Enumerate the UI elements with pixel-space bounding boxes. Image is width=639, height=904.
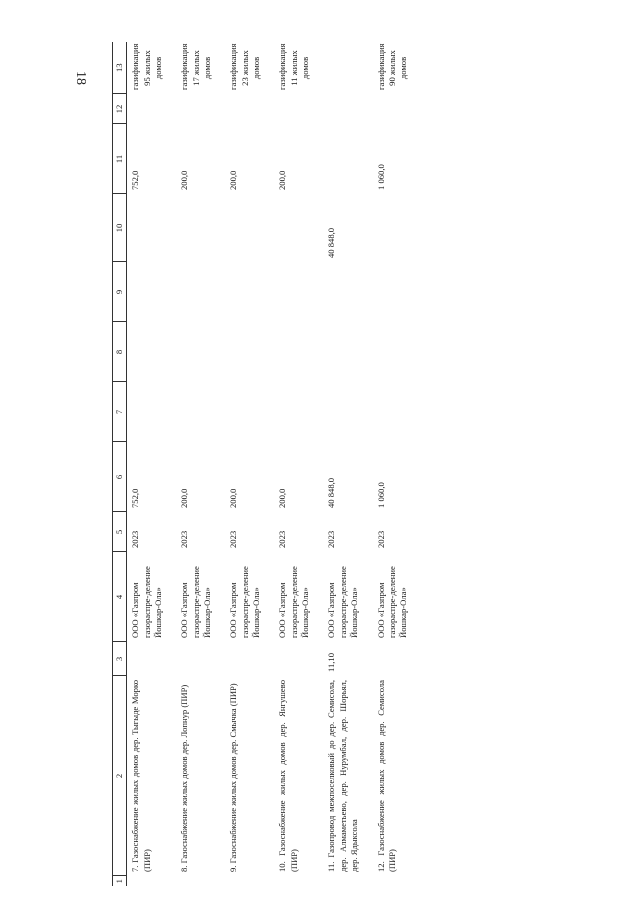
cell-col-5: 2023 <box>277 530 288 548</box>
table-row <box>216 42 265 886</box>
cell-col-13: газификация 23 жилых домов <box>228 43 262 90</box>
cell-col-2: 8. Газоснабжение жилых домов дер. Лопнур (ПИР) <box>179 684 190 872</box>
cell-col-5: 2023 <box>375 530 386 548</box>
cell-col-4: ООО «Газпром газораспре-деление Йошкар-Ола» <box>326 566 360 638</box>
column-header-12: 12 <box>113 94 127 124</box>
cell-col-11: 200,0 <box>179 170 190 190</box>
cell-col-2: 9. Газоснабжение жилых домов дер. Смычка (ПИР) <box>228 683 239 872</box>
cell-col-6: 200,0 <box>179 488 190 508</box>
table-body <box>127 42 413 886</box>
cell-col-8 <box>127 322 168 382</box>
gasification-table <box>112 42 413 886</box>
cell-col-7 <box>265 382 314 442</box>
column-header-5: 5 <box>113 512 127 552</box>
cell-col-8 <box>314 322 363 382</box>
cell-col-7 <box>127 382 168 442</box>
cell-col-13: газификация 90 жилых домов <box>375 43 409 90</box>
cell-col-9 <box>364 262 413 322</box>
column-header-2: 2 <box>113 676 127 876</box>
cell-col-6: 200,0 <box>228 488 239 508</box>
cell-col-4: ООО «Газпром газораспре-деление Йошкар-Ола» <box>375 566 409 638</box>
cell-col-5: 2023 <box>228 530 239 548</box>
cell-col-4: ООО «Газпром газораспре-деление Йошкар-Ола» <box>179 566 213 638</box>
cell-col-8 <box>216 322 265 382</box>
cell-col-12 <box>216 94 265 124</box>
cell-col-9 <box>216 262 265 322</box>
cell-col-6: 752,0 <box>130 488 141 508</box>
cell-col-2: 11. Газопровод межпоселковый до дер. Семисола, дер. Алмаметьево, дер. Нурумбал, дер. Шорьял, дер. Ядыксола <box>326 680 360 872</box>
cell-col-9 <box>167 262 216 322</box>
cell-col-5: 2023 <box>326 530 337 548</box>
cell-col-10 <box>364 194 413 262</box>
cell-col-3 <box>127 642 168 676</box>
cell-col-3 <box>167 642 216 676</box>
table-row <box>265 42 314 886</box>
cell-col-10 <box>216 194 265 262</box>
cell-col-1 <box>364 876 413 886</box>
cell-col-5: 2023 <box>130 530 141 548</box>
rotated-table-wrapper <box>112 42 492 886</box>
cell-col-7 <box>364 382 413 442</box>
cell-col-12 <box>364 94 413 124</box>
column-header-10: 10 <box>113 194 127 262</box>
cell-col-13: газификация 17 жилых домов <box>179 43 213 90</box>
cell-col-4: ООО «Газпром газораспре-деление Йошкар-Ола» <box>228 566 262 638</box>
column-header-3: 3 <box>113 642 127 676</box>
cell-col-12 <box>314 94 363 124</box>
cell-col-2: 7. Газоснабжение жилых домов дер. Тыгыде Морко (ПИР) <box>130 680 152 872</box>
column-header-8: 8 <box>113 322 127 382</box>
cell-col-3: 11,10 <box>326 652 337 672</box>
cell-col-13: газификация 95 жилых домов <box>130 43 164 90</box>
table-row <box>314 42 363 886</box>
cell-col-7 <box>167 382 216 442</box>
cell-col-6: 200,0 <box>277 488 288 508</box>
column-header-4: 4 <box>113 552 127 642</box>
cell-col-7 <box>216 382 265 442</box>
table-row <box>127 42 168 886</box>
column-header-7: 7 <box>113 382 127 442</box>
cell-col-12 <box>167 94 216 124</box>
cell-col-2: 10. Газоснабжение жилых домов дер. Янгушево (ПИР) <box>277 680 299 872</box>
cell-col-6: 40 848,0 <box>326 477 337 508</box>
cell-col-12 <box>127 94 168 124</box>
cell-col-11: 752,0 <box>130 170 141 190</box>
cell-col-10: 40 848,0 <box>326 227 337 258</box>
cell-col-9 <box>314 262 363 322</box>
cell-col-8 <box>265 322 314 382</box>
cell-col-13 <box>314 42 363 94</box>
cell-col-8 <box>364 322 413 382</box>
cell-col-10 <box>265 194 314 262</box>
cell-col-1 <box>265 876 314 886</box>
cell-col-1 <box>216 876 265 886</box>
cell-col-1 <box>314 876 363 886</box>
cell-col-1 <box>167 876 216 886</box>
table-row <box>167 42 216 886</box>
table-row <box>364 42 413 886</box>
column-header-1: 1 <box>113 876 127 886</box>
column-header-6: 6 <box>113 442 127 512</box>
cell-col-12 <box>265 94 314 124</box>
cell-col-2: 12. Газоснабжение жилых домов дер. Семисола (ПИР) <box>375 680 397 872</box>
cell-col-10 <box>167 194 216 262</box>
cell-col-3 <box>265 642 314 676</box>
cell-col-4: ООО «Газпром газораспре-деление Йошкар-Ола» <box>277 566 311 638</box>
cell-col-13: газификация 11 жилых домов <box>277 43 311 90</box>
header-row <box>113 42 127 886</box>
cell-col-8 <box>167 322 216 382</box>
column-header-9: 9 <box>113 262 127 322</box>
cell-col-11: 200,0 <box>228 170 239 190</box>
cell-col-10 <box>127 194 168 262</box>
column-header-13: 13 <box>113 42 127 94</box>
cell-col-11: 1 060,0 <box>375 164 386 190</box>
cell-col-3 <box>216 642 265 676</box>
cell-col-11: 200,0 <box>277 170 288 190</box>
page-number: 18 <box>73 71 88 85</box>
cell-col-6: 1 060,0 <box>375 482 386 508</box>
column-header-11: 11 <box>113 124 127 194</box>
cell-col-5: 2023 <box>179 530 190 548</box>
cell-col-9 <box>127 262 168 322</box>
cell-col-11 <box>314 124 363 194</box>
cell-col-4: ООО «Газпром газораспре-деление Йошкар-Ола» <box>130 566 164 638</box>
cell-col-3 <box>364 642 413 676</box>
cell-col-9 <box>265 262 314 322</box>
cell-col-7 <box>314 382 363 442</box>
cell-col-1 <box>127 876 168 886</box>
